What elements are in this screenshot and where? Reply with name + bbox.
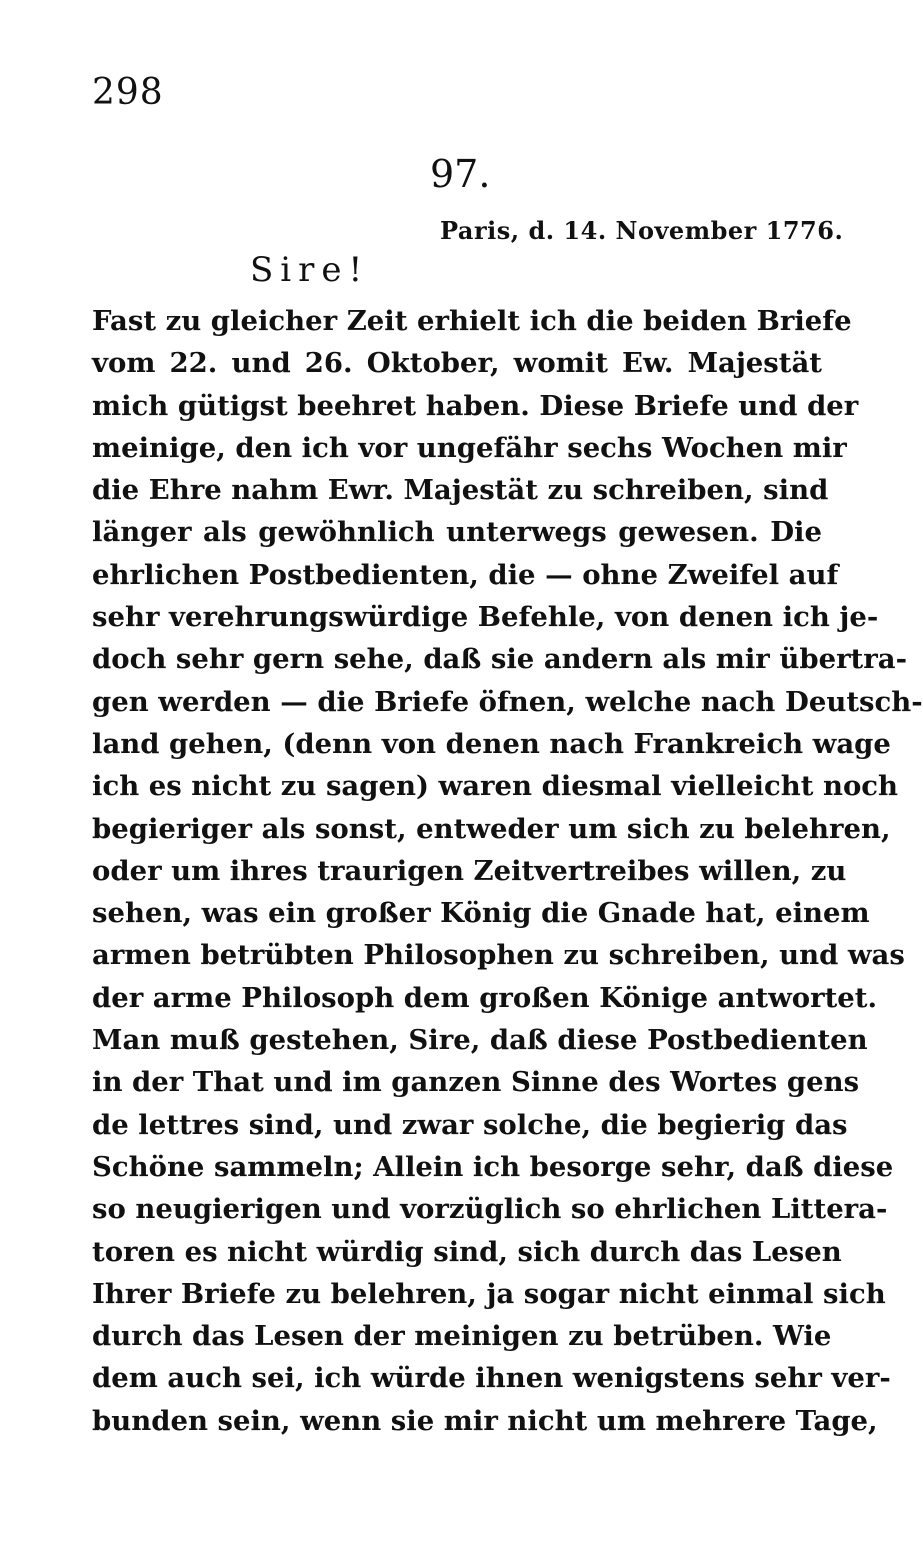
body-line: sehen, was ein großer König die Gnade hat, einem xyxy=(92,897,870,930)
body-line: land gehen, (denn von denen nach Frankreich wage xyxy=(92,727,891,760)
body-line: mich gütigst beehret haben. Diese Briefe und der xyxy=(92,389,859,422)
body-line: länger als gewöhnlich unterwegs gewesen. Die xyxy=(92,516,822,549)
body-line: durch das Lesen der meinigen zu betrüben. Wie xyxy=(92,1320,832,1353)
body-line: armen betrübten Philosophen zu schreiben, und was xyxy=(92,939,905,972)
body-line: de lettres sind, und zwar solche, die begierig das xyxy=(92,1108,848,1141)
body-line: ich es nicht zu sagen) waren diesmal vielleicht noch xyxy=(92,770,899,803)
body-line: bunden sein, wenn sie mir nicht um mehrere Tage, xyxy=(92,1404,878,1437)
dateline: Paris, d. 14. November 1776. xyxy=(440,216,844,245)
body-line: Fast zu gleicher Zeit erhielt ich die beiden Briefe xyxy=(92,305,852,337)
body-line: gen werden — die Briefe öfnen, welche nach Deutsch- xyxy=(92,685,923,718)
body-line: oder um ihres traurigen Zeitvertreibes willen, zu xyxy=(92,854,847,887)
letter-number: 97. xyxy=(430,152,491,196)
body-line: Ihrer Briefe zu belehren, ja sogar nicht einmal sich xyxy=(92,1277,886,1310)
body-line: ehrlichen Postbedienten, die — ohne Zweifel auf xyxy=(92,558,839,591)
letter-body xyxy=(92,300,923,1442)
body-line: dem auch sei, ich würde ihnen wenigstens sehr ver- xyxy=(92,1362,891,1395)
body-line: Man muß gestehen, Sire, daß diese Postbedienten xyxy=(92,1024,868,1057)
body-line: toren es nicht würdig sind, sich durch das Lesen xyxy=(92,1235,842,1268)
page-number: 298 xyxy=(92,72,164,113)
body-line: Schöne sammeln; Allein ich besorge sehr, daß diese xyxy=(92,1150,894,1183)
body-line: meinige, den ich vor ungefähr sechs Wochen mir xyxy=(92,431,847,464)
body-line: sehr verehrungswürdige Befehle, von denen ich je- xyxy=(92,601,879,634)
body-line: so neugierigen und vorzüglich so ehrlichen Littera- xyxy=(92,1193,888,1226)
body-line: doch sehr gern sehe, daß sie andern als mir übertra- xyxy=(92,643,907,676)
salutation: Sire! xyxy=(250,250,370,290)
body-line: begieriger als sonst, entweder um sich zu belehren, xyxy=(92,812,891,845)
body-line: in der That und im ganzen Sinne des Wortes gens xyxy=(92,1066,860,1099)
body-line: vom 22. und 26. Oktober, womit Ew. Majestät xyxy=(92,347,822,380)
body-line: die Ehre nahm Ewr. Majestät zu schreiben, sind xyxy=(92,474,829,507)
body-line: der arme Philosoph dem großen Könige antwortet. xyxy=(92,981,878,1014)
